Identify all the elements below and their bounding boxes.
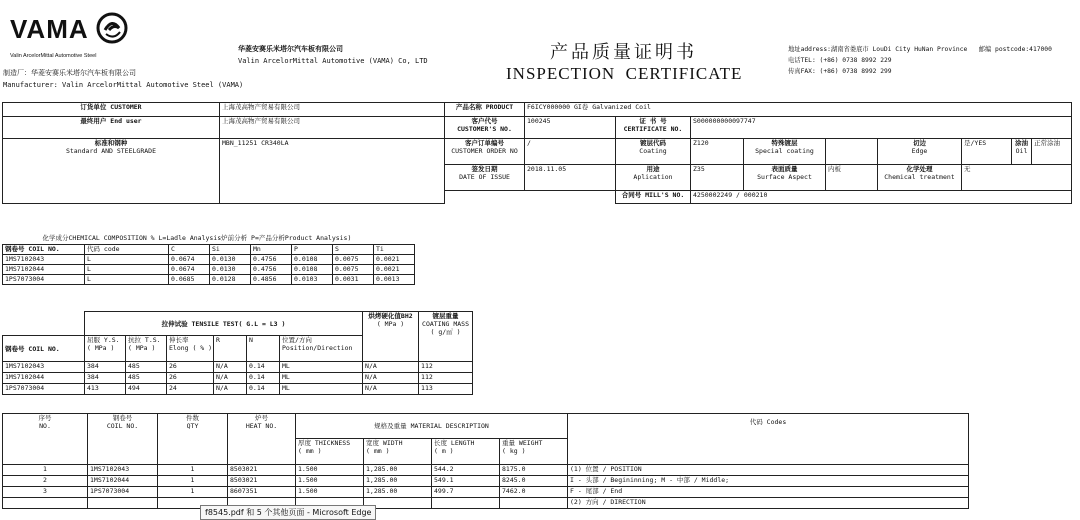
table-row: 1MS7102043 L 0.0674 0.0130 0.4756 0.0108 0.0075 0.0021 <box>3 254 415 264</box>
element-p: P <box>292 244 333 254</box>
logo-text: VAMA <box>10 14 89 44</box>
chem-title: 化学成分CHEMICAL COMPOSITION % L=Ladle Analysis炉前分析 P=产品分析Product Analysis) <box>3 234 415 244</box>
chem-treatment-label: 化学处理 Chemical treatment <box>878 165 962 191</box>
thickness-label: 厚度 THICKNESS ( mm ) <box>296 439 364 465</box>
element-ti: Ti <box>374 244 415 254</box>
issue-date-value: 2018.11.05 <box>525 165 616 191</box>
table-row: 1MS7102044 L 0.0674 0.0130 0.4756 0.0108 0.0075 0.0021 <box>3 264 415 274</box>
element-c: C <box>169 244 210 254</box>
chemical-composition-table <box>2 234 415 285</box>
product-label: 产品名称 PRODUCT <box>445 103 525 117</box>
seq-label: 序号 NO. <box>3 414 88 465</box>
length-label: 长度 LENGTH ( m ) <box>432 439 500 465</box>
codes-label: 代码 Codes <box>568 414 969 465</box>
title-cn: 产品质量证明书 <box>550 42 697 63</box>
elong-label: 伸长率 Elong ( % ) <box>167 336 214 362</box>
special-coating-label: 特殊镀层 Special coating <box>744 139 826 165</box>
standard-label: 标准和钢种 Standard AND STEELGRADE <box>3 139 220 204</box>
n-label: N <box>247 336 280 362</box>
cert-no-label: 证 书 号 CERTIFICATE NO. <box>616 117 691 139</box>
element-s: S <box>333 244 374 254</box>
customer-label: 订货单位 CUSTOMER <box>3 103 220 117</box>
position-label: 位置/方向 Position/Direction <box>280 336 363 362</box>
r-label: R <box>214 336 247 362</box>
table-row: 1MS7102043 384 485 26 N/A 0.14 ML N/A 112 <box>3 362 473 373</box>
table-row <box>3 498 969 509</box>
table-row: 1PS7073004 L 0.0685 0.0128 0.4856 0.0103 0.0031 0.0013 <box>3 274 415 284</box>
enduser-value: 上海茂高物产贸易有限公司 <box>220 117 445 139</box>
edge-label: 切边 Edge <box>878 139 962 165</box>
tensile-test-table <box>2 311 473 395</box>
manufacturer-en: Manufacturer: Valin ArcelorMittal Automotive Steel (VAMA) <box>3 81 244 89</box>
surface-label: 表面质量 Surface Aspect <box>744 165 826 191</box>
oil-value: 正常涂油 <box>1032 139 1072 165</box>
coating-mass-label: 镀层重量 COATING MASS ( g/㎡ ) <box>419 312 473 362</box>
product-value: F6ICY000000 GI卷 Galvanized Coil <box>525 103 1072 117</box>
width-label: 宽度 WIDTH ( mm ) <box>364 439 432 465</box>
customer-no-value: 100245 <box>525 117 616 139</box>
application-label: 用途 Aplication <box>616 165 691 191</box>
company-name-cn: 华菱安赛乐米塔尔汽车板有限公司 <box>238 45 343 53</box>
mill-no-label: 合同号 MILL'S NO. <box>616 191 691 204</box>
weight-label: 重量 WEIGHT ( kg ) <box>500 439 568 465</box>
certificate-info-table <box>2 102 1072 204</box>
edge-value: 是/YES <box>962 139 1012 165</box>
table-row: 3 1PS7073004 1 8607351 1.500 1,285.00 499.7 7462.0 F - 尾部 / End <box>3 487 969 498</box>
order-no-label: 客户订单编号 CUSTOMER ORDER NO <box>445 139 525 165</box>
chem-code-label: 代码 code <box>85 244 169 254</box>
application-value: Z35 <box>691 165 744 191</box>
logo-subtitle: Valin ArcelorMittal Automotive Steel <box>10 53 97 59</box>
oil-label: 涂油 Oil <box>1012 139 1032 165</box>
material-description-table <box>2 413 969 509</box>
tensile-title: 拉伸试验 TENSILE TEST( G.L = L3 ) <box>85 312 363 336</box>
telephone: 电话TEL: (+86) 0738 8992 229 <box>788 57 892 64</box>
vama-logo <box>8 8 133 60</box>
fax: 传真FAX: (+86) 0738 8992 299 <box>788 68 892 75</box>
bake-hardening-label: 烘烤硬化值BH2 ( MPa ) <box>363 312 419 362</box>
cert-no-value: S000000000097747 <box>691 117 1072 139</box>
address: 地址address:湖南省娄底市 LouDi City HuNan Province 邮编 postcode:417000 <box>788 46 1052 53</box>
title-en: INSPECTION CERTIFICATE <box>506 64 743 83</box>
ts-label: 抗拉 T.S. ( MPa ) <box>126 336 167 362</box>
enduser-label: 最终用户 End user <box>3 117 220 139</box>
table-row: 1PS7073004 413 494 24 N/A 0.14 ML N/A 113 <box>3 384 473 395</box>
heat-label: 炉号 HEAT NO. <box>228 414 296 465</box>
chem-coil-label: 钢卷号 COIL NO. <box>3 244 85 254</box>
coating-label: 镀层代码 Coating <box>616 139 691 165</box>
customer-no-label: 客户代号 CUSTOMER'S NO. <box>445 117 525 139</box>
qty-label: 件数 QTY <box>158 414 228 465</box>
standard-value: MBN_11251 CR340LA <box>220 139 445 204</box>
chem-treatment-value: 无 <box>962 165 1072 191</box>
special-coating-value <box>826 139 878 165</box>
order-no-value: / <box>525 139 616 165</box>
manufacturer-cn: 制造厂：华菱安赛乐米塔尔汽车板有限公司 <box>3 69 136 77</box>
direction-code: (2) 方向 / DIRECTION <box>568 498 969 509</box>
company-name-en: Valin ArcelorMittal Automotive (VAMA) Co, LTD <box>238 57 428 65</box>
taskbar-tooltip: f8545.pdf 和 5 个其他页面 - Microsoft Edge <box>200 505 376 520</box>
logo-swirl-icon <box>96 12 128 44</box>
tensile-coil-label: 钢卷号 COIL NO. <box>3 336 85 362</box>
material-desc-label: 规格及重量 MATERIAL DESCRIPTION <box>296 414 568 439</box>
ys-label: 屈服 Y.S. ( MPa ) <box>85 336 126 362</box>
customer-value: 上海茂高物产贸易有限公司 <box>220 103 445 117</box>
coating-value: Z120 <box>691 139 744 165</box>
issue-date-label: 签发日期 DATE OF ISSUE <box>445 165 525 191</box>
element-si: Si <box>210 244 251 254</box>
surface-value: 内板 <box>826 165 878 191</box>
mill-no-value: 4250002249 / 000210 <box>691 191 1072 204</box>
table-row: 1MS7102044 384 485 26 N/A 0.14 ML N/A 112 <box>3 373 473 384</box>
element-mn: Mn <box>251 244 292 254</box>
table-row: 1 1MS7102043 1 8503021 1.500 1,285.00 544.2 8175.0 (1) 位置 / POSITION <box>3 465 969 476</box>
table-row: 2 1MS7102044 1 8503021 1.500 1,285.00 549.1 8245.0 I - 头部 / Begininning; M - 中部 / Middle; <box>3 476 969 487</box>
mat-coil-label: 钢卷号 COIL NO. <box>88 414 158 465</box>
